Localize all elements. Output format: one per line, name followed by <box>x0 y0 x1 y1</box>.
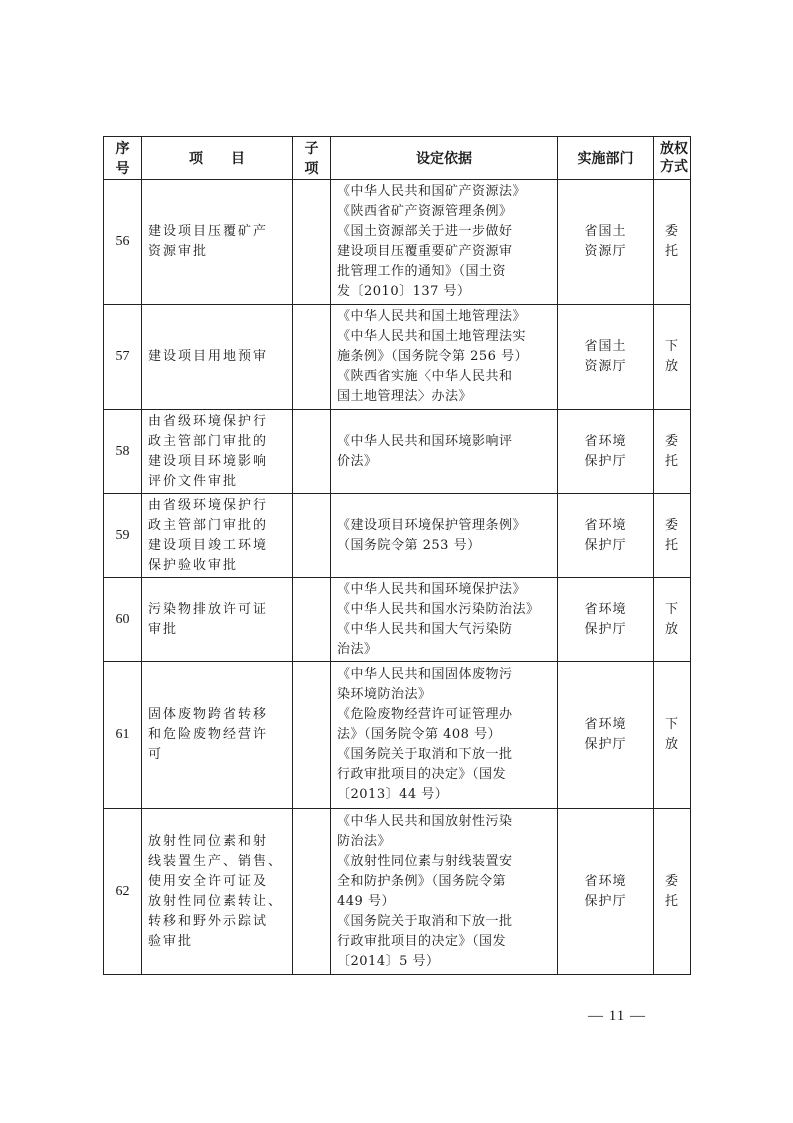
item-name-line: 由省级环境保护行 <box>148 413 269 429</box>
delegation-mode: 委托 <box>654 494 691 578</box>
legal-basis-line: 《中华人民共和国矿产资源法》 <box>337 184 527 199</box>
item-name <box>142 410 293 494</box>
legal-basis-line: 治法》 <box>337 641 378 657</box>
department-line: 省国土 <box>584 339 627 354</box>
subitem <box>293 809 331 975</box>
department-line: 省国土 <box>584 224 627 239</box>
approval-items-table <box>103 136 691 975</box>
legal-basis-line: 国土地管理法〉办法》 <box>337 389 473 404</box>
item-name-line: 评价文件审批 <box>148 473 239 489</box>
table-row <box>104 662 691 809</box>
item-name <box>142 180 293 305</box>
subitem <box>293 180 331 305</box>
department-line: 保护厅 <box>584 453 627 469</box>
legal-basis-line: 建设项目压覆重要矿产资源审 <box>337 244 513 259</box>
legal-basis-line: 《陕西省矿产资源管理条例》 <box>337 204 513 219</box>
department-line: 保护厅 <box>584 737 627 752</box>
item-name-line: 污染物排放许可证 <box>148 601 269 617</box>
legal-basis-line: 《中华人民共和国放射性污染 <box>337 813 513 829</box>
table-row <box>104 809 691 975</box>
legal-basis-line: 染环境防治法》 <box>337 687 432 702</box>
delegation-mode: 委托 <box>654 410 691 494</box>
legal-basis-line: 〔2014〕5 号） <box>337 953 440 969</box>
legal-basis-line: 《国务院关于取消和下放一批 <box>337 747 513 762</box>
department-line: 省环境 <box>584 717 627 732</box>
legal-basis-line: 施条例》（国务院令第 256 号） <box>337 349 529 364</box>
department-line: 省环境 <box>584 601 627 617</box>
implementing-department <box>558 305 654 410</box>
legal-basis-line: 发〔2010〕137 号） <box>337 284 471 299</box>
legal-basis <box>331 662 558 809</box>
department-line: 保护厅 <box>584 537 627 553</box>
item-name <box>142 494 293 578</box>
header-dept: 实施部门 <box>558 137 654 180</box>
item-name-line: 保护验收审批 <box>148 557 239 573</box>
legal-basis-line: 法》（国务院令第 408 号） <box>337 727 502 742</box>
item-name <box>142 809 293 975</box>
delegation-mode: 下放 <box>654 578 691 662</box>
legal-basis-line: 行政审批项目的决定》（国发 <box>337 767 507 782</box>
delegation-mode: 委托 <box>654 180 691 305</box>
delegation-mode: 下放 <box>654 662 691 809</box>
header-item: 项 目 <box>142 137 293 180</box>
legal-basis-line: 《中华人民共和国固体废物污 <box>337 667 513 682</box>
legal-basis-line: 全和防护条例》（国务院令第 <box>337 873 507 889</box>
legal-basis-line: 《国务院关于取消和下放一批 <box>337 913 513 929</box>
item-name <box>142 662 293 809</box>
table-row <box>104 494 691 578</box>
implementing-department <box>558 180 654 305</box>
item-name-line: 政主管部门审批的 <box>148 433 269 449</box>
legal-basis-line: （国务院令第 253 号） <box>337 537 481 553</box>
item-name-line: 验审批 <box>148 933 194 949</box>
item-name-line: 建设项目竣工环境 <box>148 537 269 553</box>
legal-basis-line: 《中华人民共和国环境影响评 <box>337 433 513 449</box>
row-number: 62 <box>104 809 142 975</box>
header-mode-line2: 方式 <box>660 159 688 175</box>
department-line: 资源厅 <box>584 359 627 374</box>
department-line: 资源厅 <box>584 244 627 259</box>
legal-basis <box>331 494 558 578</box>
subitem <box>293 305 331 410</box>
header-no: 序号 <box>104 137 142 180</box>
legal-basis-line: 防治法》 <box>337 833 392 849</box>
item-name-line: 放射性同位素和射 <box>148 833 269 849</box>
implementing-department <box>558 578 654 662</box>
legal-basis-line: 《建设项目环境保护管理条例》 <box>337 517 527 533</box>
delegation-mode: 委托 <box>654 809 691 975</box>
header-mode <box>654 137 691 180</box>
department-line: 保护厅 <box>584 893 627 909</box>
legal-basis-line: 《放射性同位素与射线装置安 <box>337 853 513 869</box>
implementing-department <box>558 809 654 975</box>
item-name-line: 线装置生产、销售、 <box>148 853 284 869</box>
row-number: 57 <box>104 305 142 410</box>
subitem <box>293 662 331 809</box>
legal-basis <box>331 305 558 410</box>
legal-basis-line: 《中华人民共和国土地管理法实 <box>337 329 527 344</box>
implementing-department <box>558 410 654 494</box>
department-line: 保护厅 <box>584 621 627 637</box>
header-subitem: 子项 <box>293 137 331 180</box>
item-name <box>142 305 293 410</box>
legal-basis-line: 《陕西省实施〈中华人民共和 <box>337 369 513 384</box>
item-name-line: 转移和野外示踪试 <box>148 913 269 929</box>
subitem <box>293 578 331 662</box>
item-name-line: 政主管部门审批的 <box>148 517 269 533</box>
item-name-line: 和危险废物经营许 <box>148 727 269 742</box>
legal-basis <box>331 410 558 494</box>
row-number: 56 <box>104 180 142 305</box>
legal-basis <box>331 809 558 975</box>
implementing-department <box>558 662 654 809</box>
table-header-row <box>104 137 691 180</box>
item-name-line: 建设项目环境影响 <box>148 453 269 469</box>
legal-basis-line: 《中华人民共和国环境保护法》 <box>337 581 527 597</box>
legal-basis-line: 《中华人民共和国土地管理法》 <box>337 309 527 324</box>
legal-basis-line: 《国土资源部关于进一步做好 <box>337 224 513 239</box>
legal-basis-line: 《危险废物经营许可证管理办 <box>337 707 513 722</box>
legal-basis-line: 价法》 <box>337 453 378 469</box>
header-basis: 设定依据 <box>331 137 558 180</box>
item-name <box>142 578 293 662</box>
item-name-line: 可 <box>148 747 164 762</box>
table-row <box>104 180 691 305</box>
table-row <box>104 305 691 410</box>
row-number: 59 <box>104 494 142 578</box>
row-number: 60 <box>104 578 142 662</box>
legal-basis-line: 批管理工作的通知》（国土资 <box>337 264 507 279</box>
legal-basis <box>331 578 558 662</box>
implementing-department <box>558 494 654 578</box>
item-name-line: 资源审批 <box>148 244 209 259</box>
header-mode-line1: 放权 <box>660 141 688 157</box>
item-name-line: 建设项目用地预审 <box>148 349 269 364</box>
department-line: 省环境 <box>584 433 627 449</box>
item-name-line: 使用安全许可证及 <box>148 873 269 889</box>
legal-basis-line: 《中华人民共和国水污染防治法》 <box>337 601 540 617</box>
row-number: 58 <box>104 410 142 494</box>
item-name-line: 放射性同位素转让、 <box>148 893 284 909</box>
legal-basis-line: 《中华人民共和国大气污染防 <box>337 621 513 637</box>
item-name-line: 建设项目压覆矿产 <box>148 224 269 239</box>
item-name-line: 审批 <box>148 621 179 637</box>
legal-basis <box>331 180 558 305</box>
table-body <box>104 180 691 975</box>
subitem <box>293 410 331 494</box>
item-name-line: 固体废物跨省转移 <box>148 707 269 722</box>
table-row <box>104 578 691 662</box>
page-number: — 11 — <box>588 1008 646 1024</box>
legal-basis-line: 行政审批项目的决定》（国发 <box>337 933 507 949</box>
department-line: 省环境 <box>584 517 627 533</box>
subitem <box>293 494 331 578</box>
item-name-line: 由省级环境保护行 <box>148 497 269 513</box>
legal-basis-line: 449 号） <box>337 893 395 909</box>
legal-basis-line: 〔2013〕44 号） <box>337 787 449 802</box>
row-number: 61 <box>104 662 142 809</box>
table-row <box>104 410 691 494</box>
department-line: 省环境 <box>584 873 627 889</box>
delegation-mode: 下放 <box>654 305 691 410</box>
